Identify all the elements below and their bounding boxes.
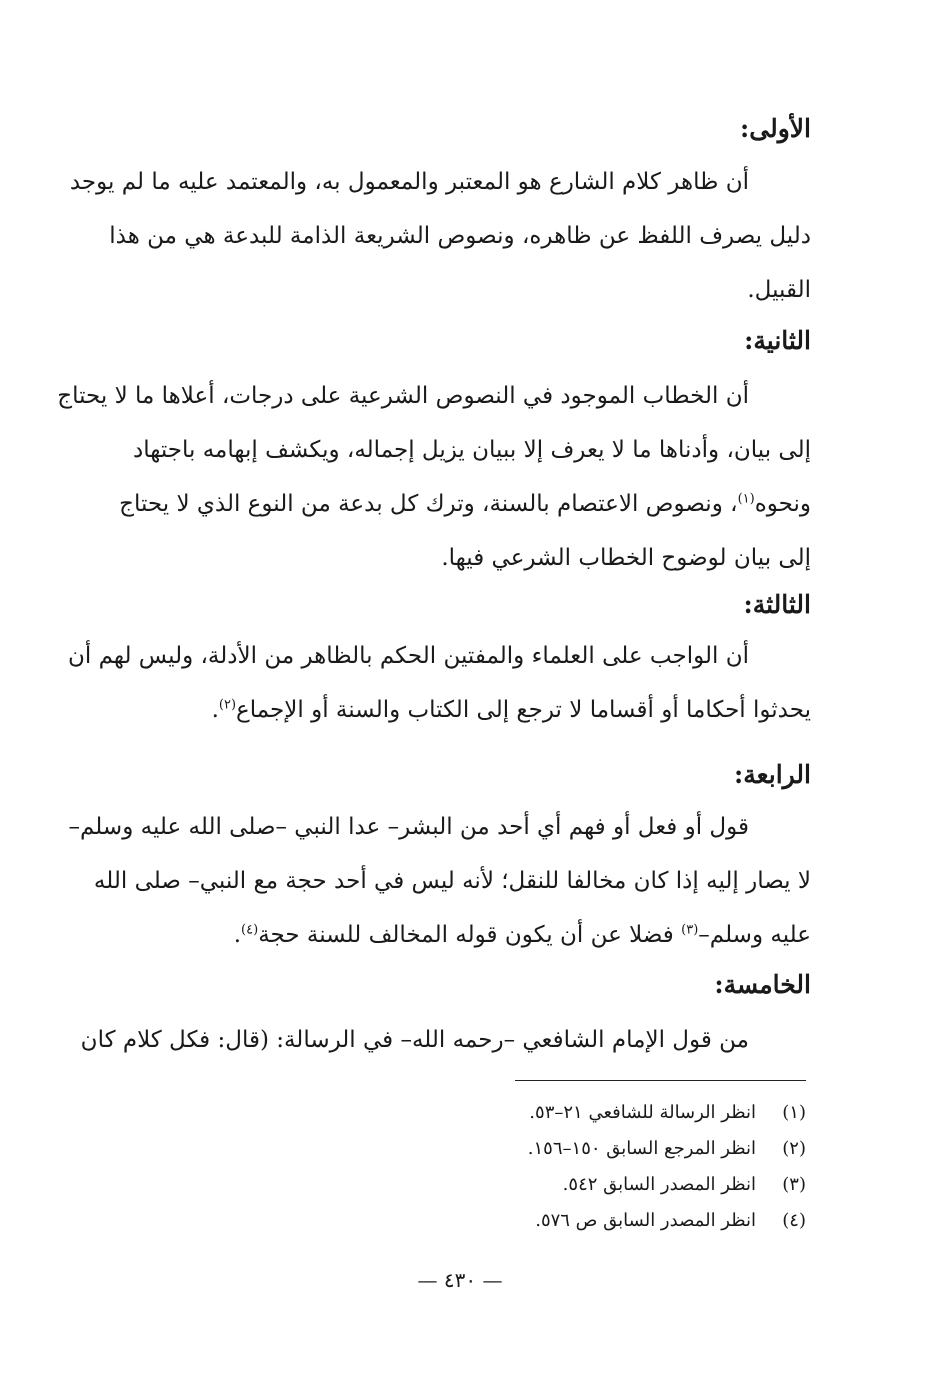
section-heading-fourth: الرابعة: (734, 760, 811, 789)
section-heading-first: الأولى: (740, 114, 811, 143)
section-heading-third: الثالثة: (743, 590, 811, 619)
section-paragraph-first (69, 155, 811, 317)
section-heading-fifth: الخامسة: (714, 970, 811, 999)
footnote-text: انظر الرسالة للشافعي ٢١–٥٣. (529, 1102, 756, 1123)
section-paragraph-third (67, 629, 811, 737)
footnote-reference-4[interactable]: (٤) (241, 922, 259, 938)
page-number: — ٤٣٠ — (417, 1268, 503, 1292)
paragraph-line: القبيل. (747, 277, 811, 303)
footnote-text: انظر المصدر السابق ٥٤٢. (562, 1174, 756, 1195)
text-run: يحدثوا أحكاما أو أقساما لا ترجع إلى الكتاب والسنة أو الإجماع (236, 697, 811, 723)
footnote-text: انظر المصدر السابق ص ٥٧٦. (535, 1210, 756, 1231)
text-run: عليه وسلم– (698, 922, 811, 948)
paragraph-line: أن الواجب على العلماء والمفتين الحكم بالظاهر من الأدلة، وليس لهم أن (67, 643, 749, 669)
paragraph-line (121, 477, 811, 531)
footnote-item (486, 1167, 806, 1203)
paragraph-line: من قول الإمام الشافعي –رحمه الله– في الرسالة: (قال: فكل كلام كان (80, 1027, 749, 1053)
section-paragraph-second (57, 369, 811, 585)
text-run: . (233, 922, 242, 948)
section-paragraph-fourth (68, 800, 811, 962)
footnote-reference-3[interactable]: (٣) (681, 922, 699, 938)
footnote-item (486, 1131, 806, 1167)
footnote-item (486, 1203, 806, 1239)
paragraph-line: قول أو فعل أو فهم أي أحد من البشر– عدا النبي –صلى الله عليه وسلم– (68, 814, 749, 840)
paragraph-line (121, 683, 811, 737)
footnote-number: (٢) (782, 1138, 806, 1159)
text-run: ، ونصوص الاعتصام بالسنة، وترك كل بدعة من النوع الذي لا يحتاج (119, 491, 738, 517)
paragraph-line: إلى بيان، وأدناها ما لا يعرف إلا ببيان يزيل إجماله، ويكشف إبهامه باجتهاد (132, 437, 811, 463)
paragraph-line: أن ظاهر كلام الشارع هو المعتبر والمعمول به، والمعتمد عليه ما لم يوجد (69, 169, 749, 195)
footnote-text: انظر المرجع السابق ١٥٠–١٥٦. (527, 1138, 756, 1159)
footnote-reference-1[interactable]: (١) (737, 491, 755, 507)
paragraph-line: دليل يصرف اللفظ عن ظاهره، ونصوص الشريعة الذامة للبدعة هي من هذا (109, 223, 811, 249)
paragraph-line: أن الخطاب الموجود في النصوص الشرعية على درجات، أعلاها ما لا يحتاج (57, 383, 749, 409)
text-run: ونحوه (754, 491, 811, 517)
footnote-item (486, 1095, 806, 1131)
section-paragraph-fifth (80, 1013, 811, 1067)
footnote-number: (٣) (782, 1174, 806, 1195)
text-run: . (211, 697, 219, 723)
paragraph-line: لا يصار إليه إذا كان مخالفا للنقل؛ لأنه ليس في أحد حجة مع النبي– صلى الله (93, 868, 811, 894)
section-heading-second: الثانية: (744, 326, 811, 355)
text-run: فضلا عن أن يكون قوله المخالف للسنة حجة (258, 922, 682, 948)
footnote-separator (515, 1080, 806, 1081)
paragraph-line (121, 908, 811, 962)
paragraph-line: إلى بيان لوضوح الخطاب الشرعي فيها. (441, 545, 811, 571)
footnote-number: (١) (782, 1102, 806, 1123)
footnote-number: (٤) (782, 1210, 806, 1231)
footnote-reference-2[interactable]: (٢) (218, 697, 237, 713)
footnotes-list (486, 1095, 806, 1239)
